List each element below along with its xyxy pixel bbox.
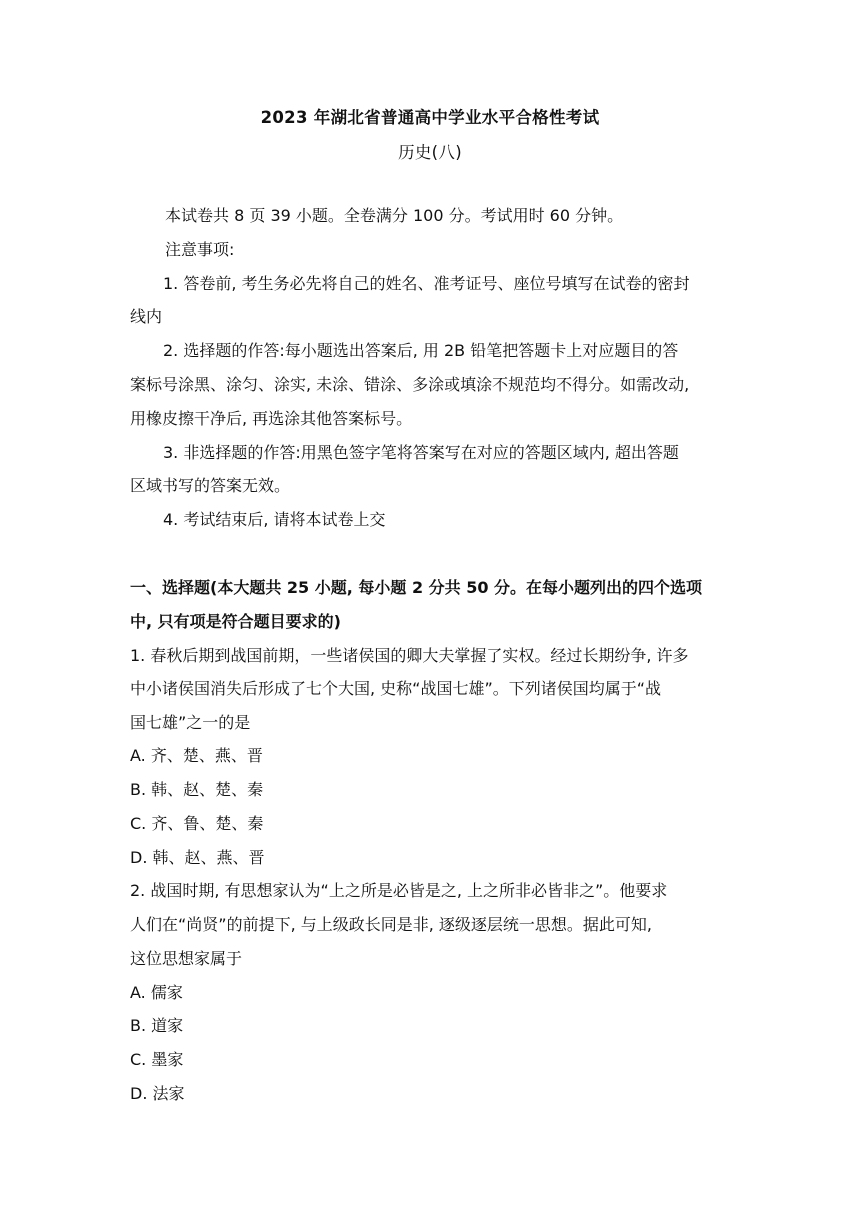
question-2-option-b: B. 道家 bbox=[130, 1016, 184, 1035]
note-4-line-1: 4. 考试结束后, 请将本试卷上交 bbox=[163, 510, 386, 529]
note-1-line-2: 线内 bbox=[130, 307, 163, 326]
question-1-option-d: D. 韩、赵、燕、晋 bbox=[130, 848, 265, 867]
note-2-line-3: 用橡皮擦干净后, 再选涂其他答案标号。 bbox=[130, 409, 413, 428]
question-1-stem-line-3: 国七雄”之一的是 bbox=[130, 713, 251, 732]
question-2-stem-line-3: 这位思想家属于 bbox=[130, 949, 243, 968]
section-heading-line-1: 一、选择题(本大题共 25 小题, 每小题 2 分共 50 分。在每小题列出的四个选项 bbox=[130, 578, 703, 597]
note-2-line-2: 案标号涂黑、涂匀、涂实, 未涂、错涂、多涂或填涂不规范均不得分。如需改动, bbox=[130, 375, 690, 394]
notice-heading: 注意事项: bbox=[165, 240, 235, 259]
question-2-stem-line-1: 2. 战国时期, 有思想家认为“上之所是必皆是之, 上之所非必皆非之”。他要求 bbox=[130, 881, 668, 900]
note-1-line-1: 1. 答卷前, 考生务必先将自己的姓名、准考证号、座位号填写在试卷的密封 bbox=[163, 274, 690, 293]
question-1-stem-line-1: 1. 春秋后期到战国前期，一些诸侯国的卿大夫掌握了实权。经过长期纷争, 许多 bbox=[130, 646, 689, 665]
section-heading-line-2: 中, 只有项是符合题目要求的) bbox=[130, 612, 341, 631]
question-2-stem-line-2: 人们在“尚贤”的前提下, 与上级政长同是非, 逐级逐层统一思想。据此可知, bbox=[130, 915, 653, 934]
question-1-option-a: A. 齐、楚、燕、晋 bbox=[130, 746, 263, 765]
exam-title: 2023 年湖北省普通高中学业水平合格性考试 bbox=[260, 108, 600, 127]
question-2-option-c: C. 墨家 bbox=[130, 1050, 184, 1069]
note-3-line-2: 区域书写的答案无效。 bbox=[130, 476, 291, 495]
question-2-option-d: D. 法家 bbox=[130, 1084, 185, 1103]
question-2-option-a: A. 儒家 bbox=[130, 983, 183, 1002]
note-2-line-1: 2. 选择题的作答:每小题选出答案后, 用 2B 铅笔把答题卡上对应题目的答 bbox=[163, 341, 679, 360]
exam-subtitle: 历史(八) bbox=[398, 143, 462, 162]
exam-summary: 本试卷共 8 页 39 小题。全卷满分 100 分。考试用时 60 分钟。 bbox=[165, 206, 624, 225]
note-3-line-1: 3. 非选择题的作答:用黑色签字笔将答案写在对应的答题区域内, 超出答题 bbox=[163, 443, 679, 462]
question-1-stem-line-2: 中小诸侯国消失后形成了七个大国, 史称“战国七雄”。下列诸侯国均属于“战 bbox=[130, 679, 662, 698]
question-1-option-c: C. 齐、鲁、楚、秦 bbox=[130, 814, 264, 833]
question-1-option-b: B. 韩、赵、楚、秦 bbox=[130, 780, 264, 799]
